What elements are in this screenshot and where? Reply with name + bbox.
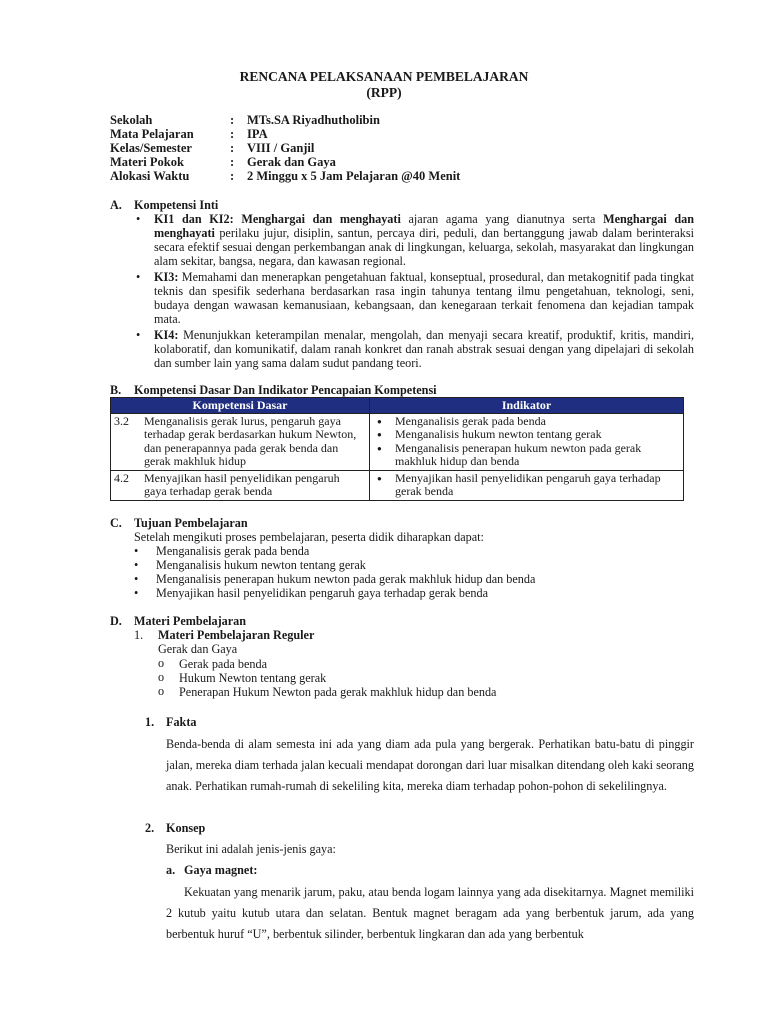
identity-value: Gerak dan Gaya xyxy=(247,155,336,169)
sub-number: 1. xyxy=(134,628,144,642)
konsep-intro: Berikut ini adalah jenis-jenis gaya: xyxy=(166,842,336,856)
identity-label: Sekolah xyxy=(110,113,153,127)
identity-row-kelas-semester xyxy=(110,141,460,155)
fakta-number: 1. xyxy=(145,715,155,729)
table-row xyxy=(111,470,684,500)
list-item: o Penerapan Hukum Newton pada gerak makhluk hidup dan benda xyxy=(158,685,496,699)
identity-separator: : xyxy=(230,141,235,155)
indicator-cell xyxy=(370,413,684,470)
ki-text: Menunjukkan keterampilan menalar, mengolah, dan menyaji secara kreatif, produktif, kritis, mandiri, kolaboratif, dan komunikatif, dalam ranah konkret dan ranah abstrak sesuai dengan yang dipelajari di sekolah dan sumber lain yang sama dalam sudut pandang teori. xyxy=(154,328,694,370)
identity-row-alokasi-waktu xyxy=(110,169,460,183)
ki-text: ajaran agama yang dianutnya serta xyxy=(400,212,604,226)
konsep-number: 2. xyxy=(145,821,155,835)
kd-text: Menyajikan hasil penyelidikan pengaruh gaya terhadap gerak benda xyxy=(144,470,340,498)
indicator-item: ● Menyajikan hasil penyelidikan pengaruh gaya terhadap gerak benda xyxy=(373,472,680,499)
indicator-item: ● Menganalisis penerapan hukum newton pada gerak makhluk hidup dan benda xyxy=(373,442,680,469)
gaya-magnet-paragraph: Kekuatan yang menarik jarum, paku, atau benda logam lainnya yang ada disekitarnya. Magnet memiliki 2 kutub yaitu kutub utara dan selatan. Bentuk magnet beragam ada yang berbentuk jarum, ada yang berbentuk huruf “U”, berbentuk silinder, berbentuk lingkaran dan ada yang berbentuk xyxy=(166,885,694,941)
document-title xyxy=(0,69,768,101)
tujuan-intro: Setelah mengikuti proses pembelajaran, peserta didik diharapkan dapat: xyxy=(134,530,484,544)
identity-table xyxy=(110,113,460,183)
section-d-heading xyxy=(110,614,246,628)
identity-label: Kelas/Semester xyxy=(110,141,192,155)
gaya-title: Gaya magnet: xyxy=(184,863,258,877)
section-letter: D. xyxy=(110,614,122,628)
table-header-row xyxy=(111,398,684,414)
kd-text: Menganalisis gerak lurus, pengaruh gaya terhadap gerak berdasarkan hukum Newton, dan penerapannya pada gerak benda dan gerak makhluk hidup xyxy=(144,413,357,468)
gaya-number: a. xyxy=(166,863,176,877)
kompetensi-inti-list xyxy=(134,212,694,372)
list-item: • Menganalisis penerapan hukum newton pada gerak makhluk hidup dan benda xyxy=(134,572,535,586)
column-header-kompetensi-dasar: Kompetensi Dasar xyxy=(111,398,370,414)
section-title: Tujuan Pembelajaran xyxy=(134,516,248,530)
identity-separator: : xyxy=(230,113,235,127)
identity-value: IPA xyxy=(247,127,268,141)
title-line-2: (RPP) xyxy=(366,85,402,100)
identity-separator: : xyxy=(230,155,235,169)
table-row xyxy=(111,413,684,470)
identity-row-materi-pokok xyxy=(110,155,460,169)
identity-label: Alokasi Waktu xyxy=(110,169,190,183)
ki4-item xyxy=(134,328,694,370)
title-line-1: RENCANA PELAKSANAAN PEMBELAJARAN xyxy=(239,69,529,84)
materi-topic-list xyxy=(158,657,496,699)
ki3-item xyxy=(134,270,694,326)
list-item: o Gerak pada benda xyxy=(158,657,496,671)
indicator-list xyxy=(373,472,680,499)
section-letter: C. xyxy=(110,516,122,530)
identity-separator: : xyxy=(230,127,235,141)
materi-topic: Gerak dan Gaya xyxy=(158,642,238,656)
ki-bold-text: Menghargai dan menghayati xyxy=(241,212,401,226)
section-title: Kompetensi Dasar Dan Indikator Pencapaian Kompetensi xyxy=(134,383,437,397)
ki-text: Memahami dan menerapkan pengetahuan faktual, konseptual, prosedural, dan metakognitif pada tingkat teknis dan spesifik sederhana berdasarkan rasa ingin tahunya tentang ilmu pengetahuan, teknologi, seni, budaya dengan wawasan kemanusiaan, kebangsaan, dan kenegaraan terkait fenomena dan kejadian tampak mata. xyxy=(154,270,694,326)
identity-value: VIII / Ganjil xyxy=(247,141,315,155)
identity-label: Mata Pelajaran xyxy=(110,127,194,141)
identity-separator: : xyxy=(230,169,235,183)
ki-bold-text: Menghargai dan menghayati xyxy=(154,212,695,240)
identity-row-mata-pelajaran xyxy=(110,127,460,141)
list-item: • Menganalisis gerak pada benda xyxy=(134,544,535,558)
section-a-heading xyxy=(110,198,218,212)
kd-cell xyxy=(111,413,370,470)
kd-number: 4.2 xyxy=(114,470,129,485)
sub-title: Materi Pembelajaran Reguler xyxy=(158,628,315,642)
ki-label: KI1 dan KI2: xyxy=(154,212,234,226)
tujuan-list xyxy=(134,544,535,600)
indicator-item: ● Menganalisis gerak pada benda xyxy=(373,415,680,429)
list-item: • Menganalisis hukum newton tentang gerak xyxy=(134,558,535,572)
konsep-heading xyxy=(145,821,205,835)
list-item: o Hukum Newton tentang gerak xyxy=(158,671,496,685)
kd-number: 3.2 xyxy=(114,413,129,428)
ki-text: perilaku jujur, disiplin, santun, percaya diri, peduli, dan bertanggung jawab dalam berinteraksi secara efektif sesuai dengan perkembangan anak di lingkungan, keluarga, sekolah, masyarakat dan lingkungan alam sekitar, bangsa, negara, dan kawasan regional. xyxy=(154,226,694,268)
identity-value: MTs.SA Riyadhutholibin xyxy=(247,113,380,127)
section-letter: A. xyxy=(110,198,122,212)
ki1-ki2-item xyxy=(134,212,694,268)
indicator-list xyxy=(373,415,680,469)
fakta-heading xyxy=(145,715,196,729)
identity-label: Materi Pokok xyxy=(110,155,184,169)
kd-cell xyxy=(111,470,370,500)
materi-reguler-heading xyxy=(134,628,314,642)
indicator-cell xyxy=(370,470,684,500)
section-letter: B. xyxy=(110,383,122,397)
gaya-magnet-heading xyxy=(166,863,257,877)
fakta-title: Fakta xyxy=(166,715,197,729)
ki-label: KI4: xyxy=(154,328,179,342)
ki-label: KI3: xyxy=(154,270,179,284)
indicator-item: ● Menganalisis hukum newton tentang gerak xyxy=(373,428,680,442)
section-c-heading xyxy=(110,516,248,530)
identity-row-sekolah xyxy=(110,113,460,127)
fakta-paragraph: Benda-benda di alam semesta ini ada yang diam ada pula yang bergerak. Perhatikan batu-batu di pinggir jalan, mereka diam terhada jalan kecuali mendapat dorongan dari luar misalkan ditendang oleh kaki seorang anak. Perhatikan rumah-rumah di sekeliling kita, mereka diam terhadap pohon-pohon di sekelilingnya. xyxy=(166,737,694,793)
section-title: Kompetensi Inti xyxy=(134,198,219,212)
column-header-indikator: Indikator xyxy=(370,398,684,414)
konsep-title: Konsep xyxy=(166,821,206,835)
identity-value: 2 Minggu x 5 Jam Pelajaran @40 Menit xyxy=(247,169,461,183)
section-title: Materi Pembelajaran xyxy=(134,614,247,628)
kompetensi-dasar-table xyxy=(110,397,684,501)
section-b-heading xyxy=(110,383,437,397)
list-item: • Menyajikan hasil penyelidikan pengaruh gaya terhadap gerak benda xyxy=(134,586,535,600)
